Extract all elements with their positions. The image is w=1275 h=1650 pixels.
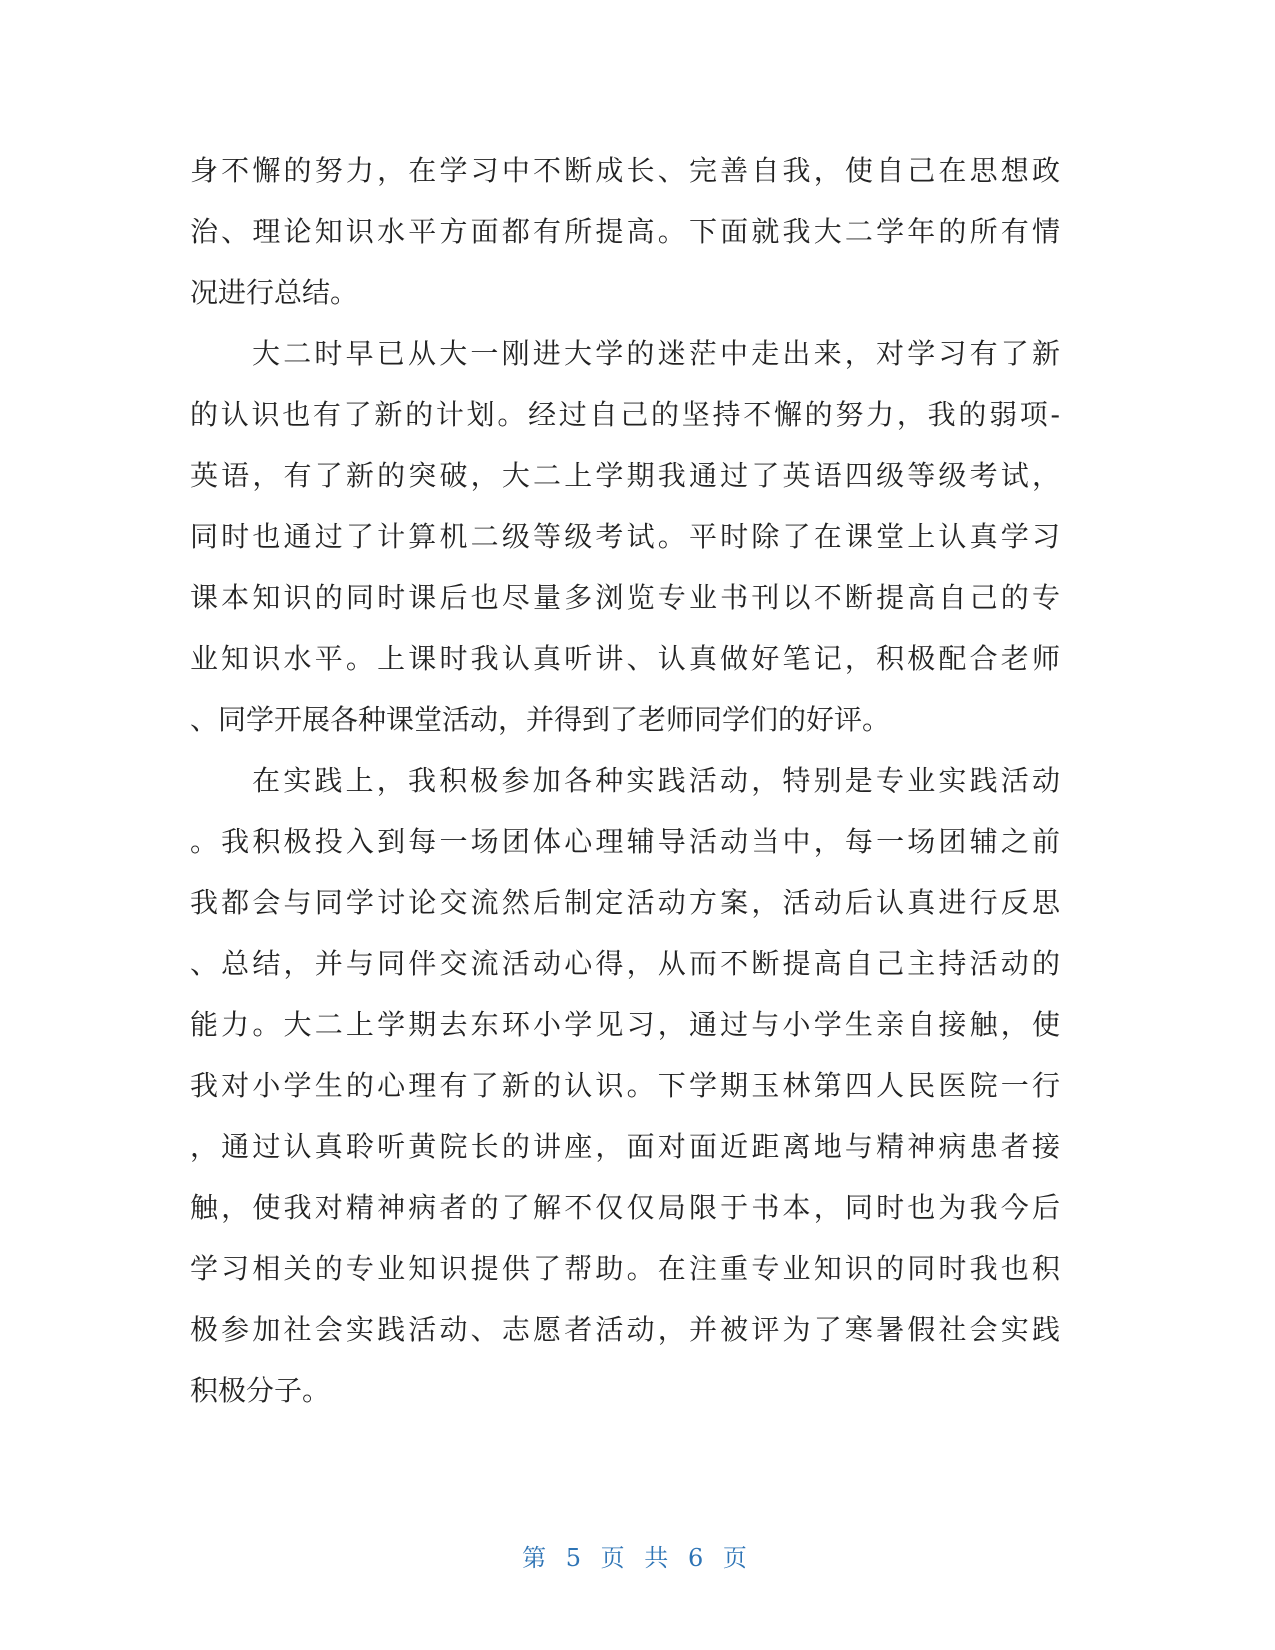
text-line: 、同学开展各种课堂活动，并得到了老师同学们的好评。	[190, 703, 891, 736]
text-line: 英语，有了新的突破，大二上学期我通过了英语四级等级考试，	[190, 459, 1060, 492]
text-line: 业知识水平。上课时我认真听讲、认真做好笔记，积极配合老师	[190, 642, 1060, 675]
text-line: 、总结，并与同伴交流活动心得，从而不断提高自己主持活动的	[190, 947, 1060, 980]
text-line: 身不懈的努力，在学习中不断成长、完善自我，使自己在思想政	[190, 154, 1060, 187]
text-line: 。我积极投入到每一场团体心理辅导活动当中，每一场团辅之前	[190, 825, 1060, 858]
text-line: 同时也通过了计算机二级等级考试。平时除了在课堂上认真学习	[190, 520, 1060, 553]
body-text	[190, 140, 1060, 1421]
text-line: 学习相关的专业知识提供了帮助。在注重专业知识的同时我也积	[190, 1252, 1060, 1285]
text-line: 的认识也有了新的计划。经过自己的坚持不懈的努力，我的弱项-	[190, 398, 1060, 431]
paragraph-first-line: 在实践上，我积极参加各种实践活动，特别是专业实践活动	[252, 764, 1060, 797]
paragraph-first-line: 大二时早已从大一刚进大学的迷茫中走出来，对学习有了新	[252, 337, 1060, 370]
text-line: 积极分子。	[190, 1374, 331, 1407]
text-line: ，通过认真聆听黄院长的讲座，面对面近距离地与精神病患者接	[190, 1130, 1060, 1163]
text-line: 况进行总结。	[190, 276, 359, 309]
text-line: 触，使我对精神病者的了解不仅仅局限于书本，同时也为我今后	[190, 1191, 1060, 1224]
text-line: 我都会与同学讨论交流然后制定活动方案，活动后认真进行反思	[190, 886, 1060, 919]
text-line: 课本知识的同时课后也尽量多浏览专业书刊以不断提高自己的专	[190, 581, 1060, 614]
text-line: 治、理论知识水平方面都有所提高。下面就我大二学年的所有情	[190, 215, 1060, 248]
page-number-footer: 第 5 页 共 6 页	[522, 1544, 753, 1572]
text-line: 能力。大二上学期去东环小学见习，通过与小学生亲自接触，使	[190, 1008, 1060, 1041]
text-line: 我对小学生的心理有了新的认识。下学期玉林第四人民医院一行	[190, 1069, 1060, 1102]
text-line: 极参加社会实践活动、志愿者活动，并被评为了寒暑假社会实践	[190, 1313, 1060, 1346]
